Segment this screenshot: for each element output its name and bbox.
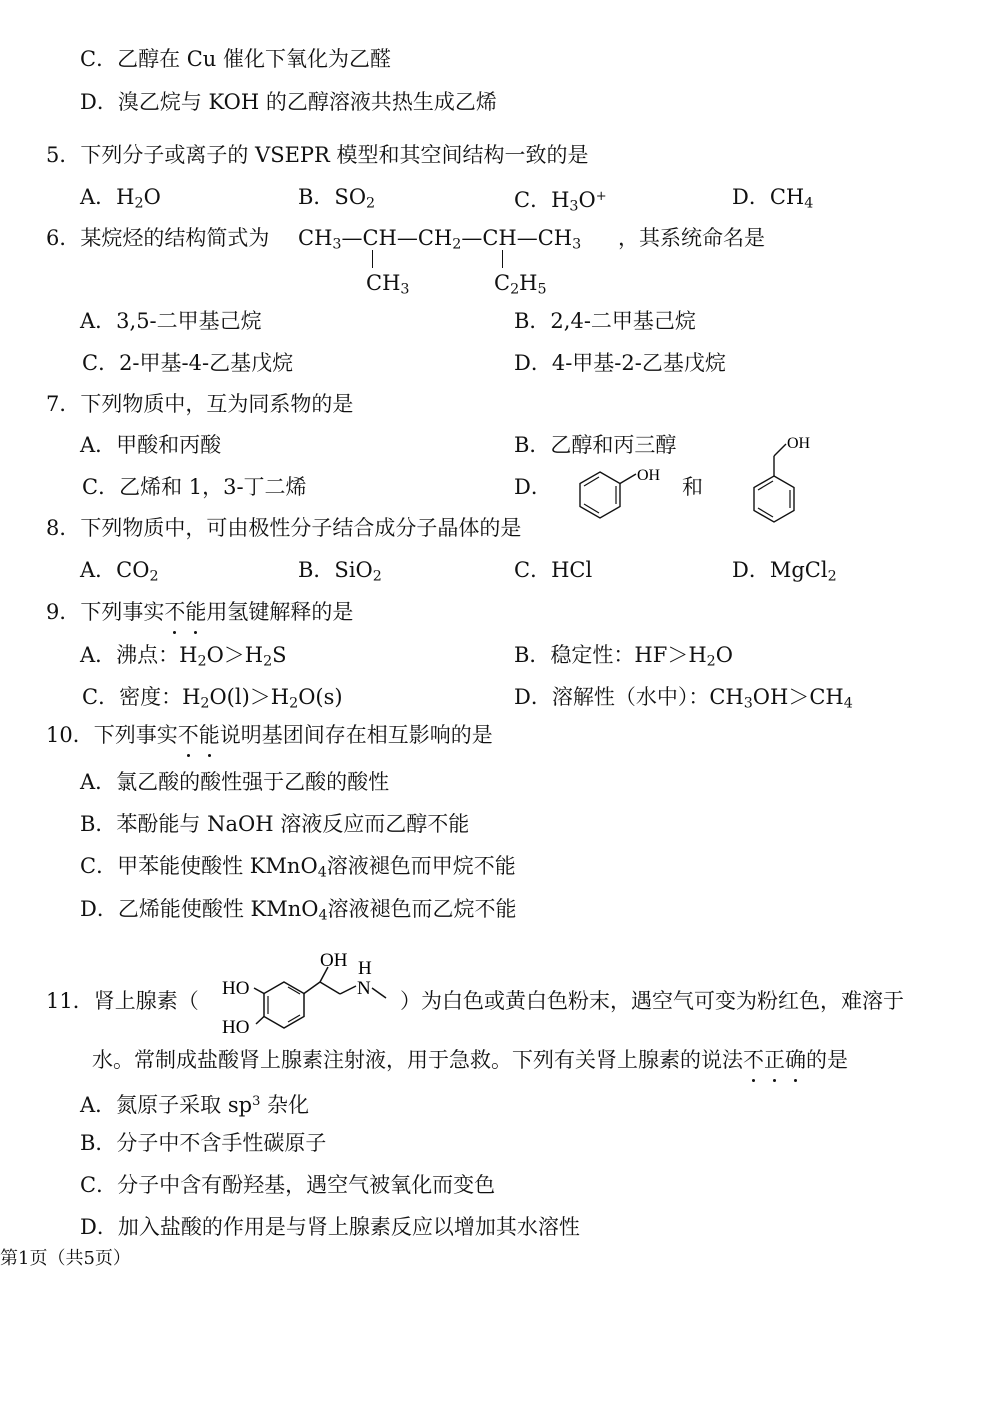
adrenaline-ho-label-2: HO	[222, 1017, 250, 1038]
q11-option-b: B．分子中不含手性碳原子	[80, 1131, 327, 1155]
q6-structural-formula: $CH_3—CH—CH_2—CH—CH_3$	[298, 226, 582, 253]
q11-option-a: A．氮原子采取 $sp^3$ 杂化	[80, 1093, 310, 1118]
q5-option-a: A．$H_2O$	[80, 185, 161, 212]
q6-branch-bond-1	[372, 250, 373, 268]
q6-branch-methyl: $CH_3$	[366, 271, 410, 298]
benzyl-oh-label: OH	[787, 435, 811, 452]
emphasis-mark: 能	[185, 600, 207, 624]
q5-stem: 5．下列分子或离子的 VSEPR 模型和其空间结构一致的是	[46, 143, 589, 167]
adrenaline-structure	[218, 944, 398, 1040]
q11-option-d: D．加入盐酸的作用是与肾上腺素反应以增加其水溶性	[80, 1215, 580, 1239]
q4-option-c: C．乙醇在 Cu 催化下氧化为乙醛	[80, 47, 392, 71]
q5-option-b: B．$SO_2$	[298, 185, 376, 212]
q8-option-b: B．SiO$_2$	[298, 558, 382, 585]
q6-option-a: A．3,5-二甲基己烷	[80, 309, 262, 333]
q10-option-d: D．乙烯能使酸性 KMnO$_4$溶液褪色而乙烷不能	[80, 897, 517, 924]
phenol-structure	[574, 462, 670, 528]
q7-option-d: D．	[514, 475, 552, 499]
q6-option-b: B．2,4-二甲基己烷	[514, 309, 696, 333]
q8-option-d: D．MgCl$_2$	[732, 558, 837, 585]
q10-stem: 10．下列事实不能说明基团间存在相互影响的是	[46, 723, 493, 747]
q9-option-a: A．沸点：$H_2O>H_2S$	[80, 643, 287, 670]
q11-option-c: C．分子中含有酚羟基，遇空气被氧化而变色	[80, 1173, 496, 1197]
q7-option-a: A．甲酸和丙酸	[80, 433, 222, 457]
adrenaline-oh-label: OH	[320, 950, 348, 971]
q7-and-label: 和	[682, 475, 703, 499]
benzyl-alcohol-structure	[740, 430, 830, 526]
adrenaline-n-label: N	[357, 978, 371, 999]
q9-option-c: C．密度：$H_2O(l)>H_2O(s)$	[82, 685, 343, 712]
q8-option-a: A．$CO_2$	[80, 558, 159, 585]
adrenaline-h-label: H	[358, 958, 372, 979]
q5-option-c: C．$H_3O^+$	[514, 188, 607, 215]
emphasis-mark: 确	[785, 1048, 806, 1072]
q7-option-c: C．乙烯和 1，3-丁二烯	[82, 475, 307, 499]
q11-stem-cont: ）为白色或黄白色粉末，遇空气可变为粉红色，难溶于	[400, 989, 904, 1013]
emphasis-mark: 能	[198, 723, 220, 747]
page-footer: 第1页（共5页）	[0, 1248, 131, 1269]
q11-stem: 11．肾上腺素（	[46, 989, 199, 1013]
q9-option-d: D．溶解性（水中）：$CH_3OH>CH_4$	[514, 685, 853, 712]
q5-option-d: D．$CH_4$	[732, 185, 814, 212]
q6-stem-end: ，其系统命名是	[618, 226, 765, 250]
q9-option-b: B．稳定性：$HF>H_2O$	[514, 643, 733, 670]
q8-stem: 8．下列物质中，可由极性分子结合成分子晶体的是	[46, 516, 522, 540]
q9-stem: 9．下列事实不能用氢键解释的是	[46, 600, 354, 624]
q6-option-d: D．4-甲基-2-乙基戊烷	[514, 351, 726, 375]
q4-option-d: D．溴乙烷与 KOH 的乙醇溶液共热生成乙烯	[80, 90, 497, 114]
q10-option-c: C．甲苯能使酸性 KMnO$_4$溶液褪色而甲烷不能	[80, 854, 516, 881]
emphasis-mark: 正	[764, 1048, 785, 1072]
emphasis-mark: 不	[743, 1048, 764, 1072]
phenol-oh-label: OH	[637, 467, 661, 484]
q6-branch-bond-2	[502, 250, 503, 268]
q6-option-c: C．2-甲基-4-乙基戊烷	[82, 351, 294, 375]
q10-option-a: A．氯乙酸的酸性强于乙酸的酸性	[80, 770, 390, 794]
q10-option-b: B．苯酚能与 NaOH 溶液反应而乙醇不能	[80, 812, 470, 836]
adrenaline-ho-label-1: HO	[222, 978, 250, 999]
q7-option-b: B．乙醇和丙三醇	[514, 433, 677, 457]
q8-option-c: C．HCl	[514, 558, 593, 582]
q7-stem: 7．下列物质中，互为同系物的是	[46, 392, 354, 416]
q11-stem-line2: 水。常制成盐酸肾上腺素注射液，用于急救。下列有关肾上腺素的说法不正确的是	[92, 1048, 848, 1072]
q6-branch-ethyl: $C_2H_5$	[494, 271, 547, 298]
emphasis-mark: 不	[177, 723, 199, 747]
emphasis-mark: 不	[164, 600, 186, 624]
q6-stem: 6．某烷烃的结构简式为	[46, 226, 270, 250]
